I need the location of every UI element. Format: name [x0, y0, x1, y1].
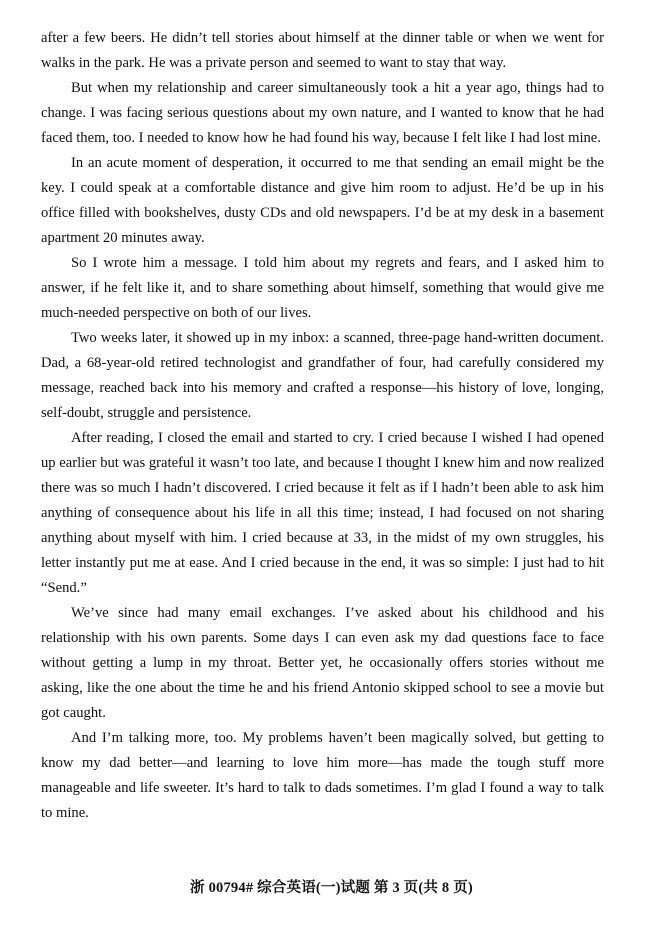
paragraph: In an acute moment of desperation, it occurred to me that sending an email might be the key. I could speak at a comfortable distance and give him room to adjust. He’d be up in his office filled with bookshelves, dusty CDs and old newspapers. I’d be at my desk in a basement apartment 20 minutes away.	[41, 155, 604, 246]
paragraph: After reading, I closed the email and started to cry. I cried because I wished I had opened up earlier but was grateful it wasn’t too late, and because I thought I knew him and now realized there was so much I hadn’t discovered. I cried because it felt as if I hadn’t been able to ask him anything of consequence about his life in all this time; instead, I had focused on not sharing anything about myself with him. I cried because at 33, in the midst of my own struggles, his letter instantly put me at ease. And I cried because in the end, it was so simple: I just had to hit “Send.”	[41, 430, 604, 596]
page-footer: 浙 00794# 综合英语(一)试题 第 3 页(共 8 页)	[190, 880, 473, 896]
paragraph: But when my relationship and career simultaneously took a hit a year ago, things had to change. I was facing serious questions about my own nature, and I wanted to know that he had faced them, too. I needed to know how he had found his way, because I felt like I had lost mine.	[41, 80, 604, 146]
paragraph: We’ve since had many email exchanges. I’ve asked about his childhood and his relationship with his own parents. Some days I can even ask my dad questions face to face without getting a lump in my throat. Better yet, he occasionally offers stories without me asking, like the one about the time he and his friend Antonio skipped school to see a movie but got caught.	[41, 605, 604, 721]
paragraph: And I’m talking more, too. My problems haven’t been magically solved, but getting to know my dad better—and learning to love him more—has made the tough stuff more manageable and life sweeter. It’s hard to talk to dads sometimes. I’m glad I found a way to talk to mine.	[41, 730, 604, 821]
paragraph: Two weeks later, it showed up in my inbox: a scanned, three-page hand-written document. Dad, a 68-year-old retired technologist and grandfather of four, had carefully considered my message, reached back into his memory and crafted a response—his history of love, longing, self-doubt, struggle and persistence.	[41, 330, 604, 421]
document-body	[41, 26, 604, 826]
paragraph-continued: after a few beers. He didn’t tell stories about himself at the dinner table or when we went for walks in the park. He was a private person and seemed to want to stay that way.	[41, 30, 604, 71]
paragraph: So I wrote him a message. I told him about my regrets and fears, and I asked him to answer, if he felt like it, and to share something about himself, something that would give me much-needed perspective on both of our lives.	[41, 255, 604, 321]
